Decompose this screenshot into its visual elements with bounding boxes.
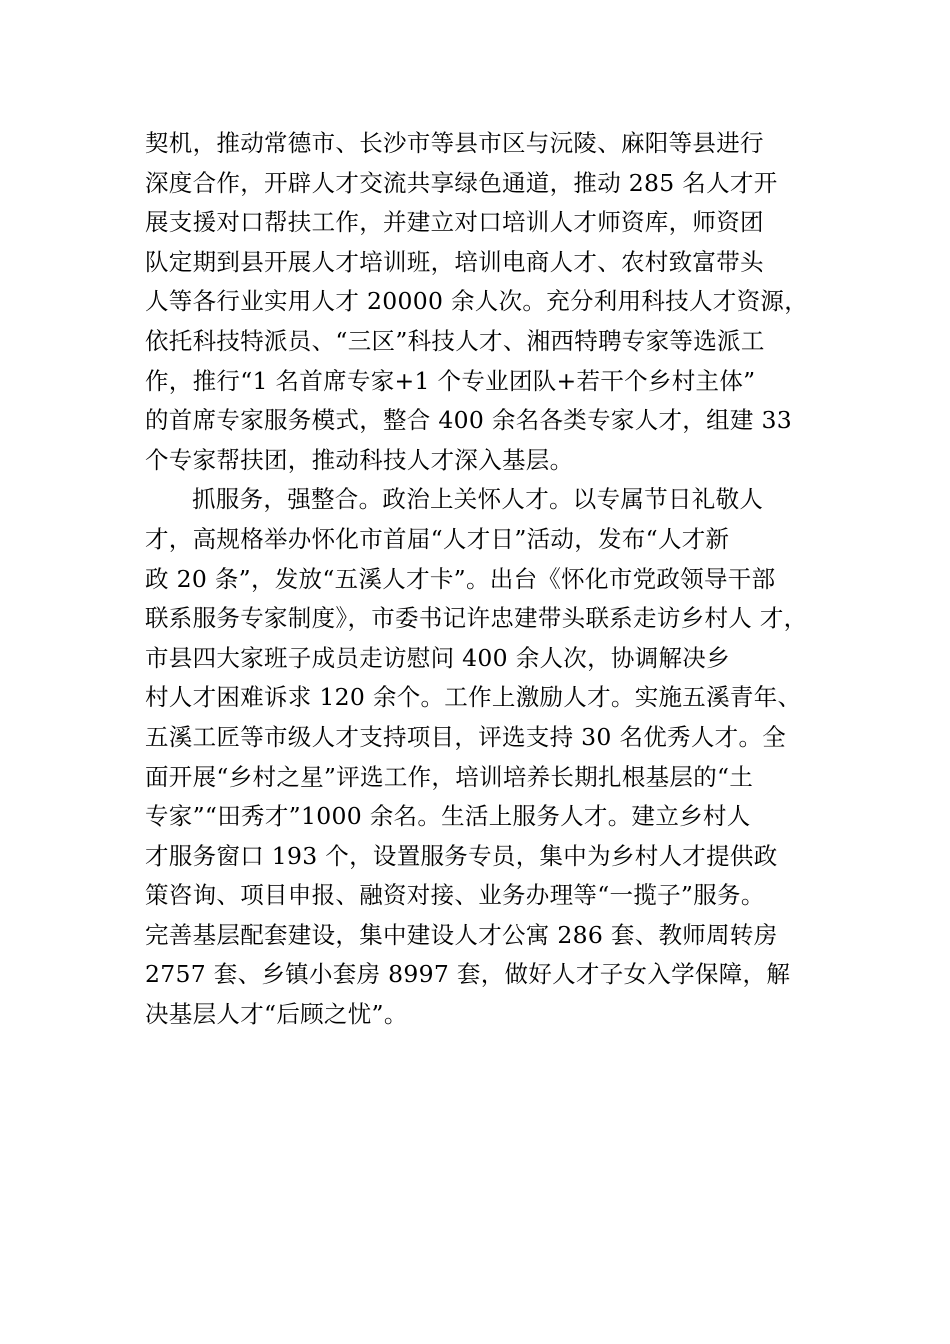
- text-line: 人等各行业实用人才 20000 余人次。充分利用科技人才资源，: [145, 287, 808, 316]
- text-line: 契机，推动常德市、长沙市等县市区与沅陵、麻阳等县进行: [145, 129, 764, 157]
- text-line: 市县四大家班子成员走访慰问 400 余人次，协调解决乡: [145, 643, 730, 672]
- document-body: [145, 124, 845, 1035]
- paragraph-start-line: 抓服务，强整合。政治上关怀人才。以专属节日礼敬人: [192, 485, 764, 514]
- text-line: 2757 套、乡镇小套房 8997 套，做好人才子女入学保障，解: [145, 960, 791, 989]
- text-line: 依托科技特派员、“三区”科技人才、湘西特聘专家等选派工: [145, 326, 765, 355]
- text-line: 联系服务专家制度》，市委书记许忠建带头联系走访乡村人 才，: [145, 604, 808, 633]
- text-line: 村人才困难诉求 120 余个。工作上激励人才。实施五溪青年、: [145, 683, 802, 712]
- text-line: 政 20 条”，发放“五溪人才卡”。出台《怀化市党政领导干部: [145, 564, 776, 593]
- text-line: 专家”“田秀才”1000 余名。生活上服务人才。建立乡村人: [145, 802, 751, 831]
- text-line: 面开展“乡村之星”评选工作，培训培养长期扎根基层的“土: [145, 762, 754, 791]
- text-line: 作，推行“1 名首席专家+1 个专业团队+若干个乡村主体”: [145, 366, 756, 395]
- text-line: 才服务窗口 193 个，设置服务专员，集中为乡村人才提供政: [145, 841, 778, 870]
- text-line: 五溪工匠等市级人才支持项目，评选支持 30 名优秀人才。全: [145, 722, 787, 751]
- text-line: 完善基层配套建设，集中建设人才公寓 286 套、教师周转房: [145, 920, 778, 949]
- text-line: 深度合作，开辟人才交流共享绿色通道，推动 285 名人才开: [145, 168, 778, 197]
- text-line: 策咨询、项目申报、融资对接、业务办理等“一揽子”服务。: [145, 881, 765, 910]
- text-line: 个专家帮扶团，推动科技人才深入基层。: [145, 445, 574, 474]
- text-line: 的首席专家服务模式，整合 400 余名各类专家人才，组建 33: [145, 406, 792, 435]
- text-line: 队定期到县开展人才培训班，培训电商人才、农村致富带头: [145, 247, 764, 276]
- text-line: 才，高规格举办怀化市首届“人才日”活动，发布“人才新: [145, 524, 730, 553]
- text-line: 决基层人才“后顾之忧”。: [145, 1000, 408, 1029]
- text-line: 展支援对口帮扶工作，并建立对口培训人才师资库，师资团: [145, 208, 764, 237]
